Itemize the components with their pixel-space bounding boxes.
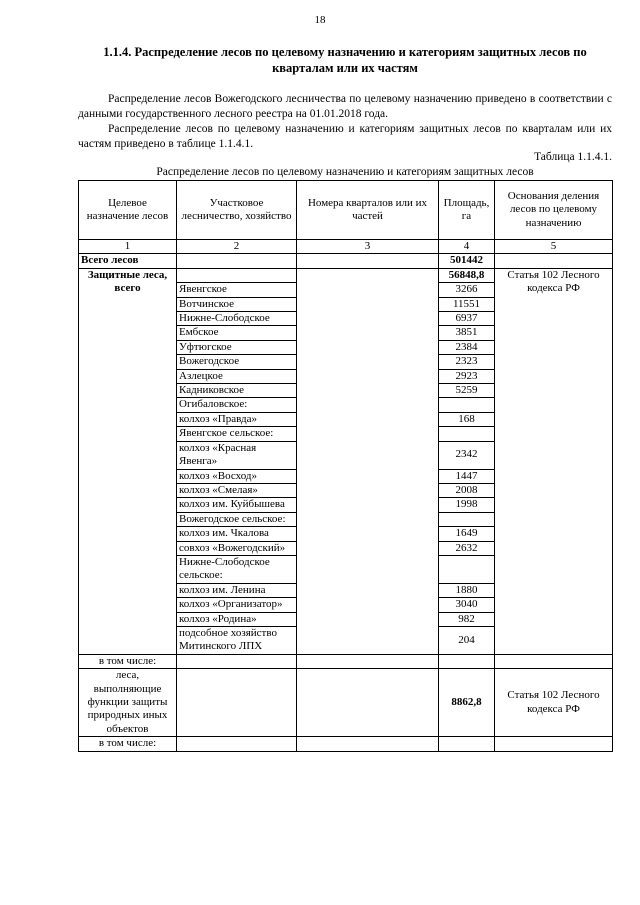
unit-name: колхоз «Правда» xyxy=(177,412,297,426)
unit-area: 3040 xyxy=(439,598,495,612)
unit-area: 5259 xyxy=(439,384,495,398)
unit-area: 2923 xyxy=(439,369,495,383)
unit-area: 1998 xyxy=(439,498,495,512)
unit-name: Кадниковское xyxy=(177,384,297,398)
header-area: Площадь, га xyxy=(439,181,495,240)
unit-name: Огибаловское: xyxy=(177,398,297,412)
unit-name: колхоз «Организатор» xyxy=(177,598,297,612)
page-number: 18 xyxy=(314,14,326,26)
column-number: 2 xyxy=(177,240,297,254)
unit-area xyxy=(439,427,495,441)
total-label: Всего лесов xyxy=(79,254,177,268)
column-number: 4 xyxy=(439,240,495,254)
unit-name: совхоз «Вожегодский» xyxy=(177,541,297,555)
unit-name: колхоз им. Чкалова xyxy=(177,527,297,541)
unit-name: Вотчинское xyxy=(177,297,297,311)
header-forestry-unit: Участковое лесничество, хозяйство xyxy=(177,181,297,240)
including-row xyxy=(79,737,613,751)
paragraph-2: Распределение лесов по целевому назначению и категориям защитных лесов по кварталам или их частям приведено в таблице 1.1.4.1. xyxy=(78,123,612,150)
total-area: 501442 xyxy=(439,254,495,268)
unit-name: Вожегодское xyxy=(177,355,297,369)
total-row xyxy=(79,254,613,268)
unit-area: 2008 xyxy=(439,483,495,497)
unit-name: Явенгское сельское: xyxy=(177,427,297,441)
unit-area xyxy=(439,398,495,412)
including-label: в том числе: xyxy=(79,737,177,751)
unit-name: Нижне-Слободское xyxy=(177,312,297,326)
unit-name: колхоз «Восход» xyxy=(177,469,297,483)
column-number: 5 xyxy=(495,240,613,254)
unit-area: 168 xyxy=(439,412,495,426)
unit-name: колхоз «Красная Явенга» xyxy=(177,441,297,469)
paragraph-1: Распределение лесов Вожегодского лесничества по целевому назначению приведено в соответствии с данными государственного лесного реестра на 01.01.2018 года. xyxy=(78,93,612,120)
unit-area: 3266 xyxy=(439,283,495,297)
protective-row xyxy=(79,268,613,282)
unit-area: 6937 xyxy=(439,312,495,326)
table-caption: Распределение лесов по целевому назначению и категориям защитных лесов xyxy=(156,166,534,178)
unit-area: 204 xyxy=(439,626,495,654)
unit-area: 982 xyxy=(439,612,495,626)
column-number: 3 xyxy=(297,240,439,254)
unit-area: 1649 xyxy=(439,527,495,541)
column-number-row xyxy=(79,240,613,254)
unit-name: колхоз им. Куйбышева xyxy=(177,498,297,512)
table-number: Таблица 1.1.4.1. xyxy=(534,151,612,163)
including-row xyxy=(79,654,613,668)
protective-basis: Статья 102 Лесного кодекса РФ xyxy=(495,268,613,654)
unit-name: колхоз им. Ленина xyxy=(177,583,297,597)
protective-area: 56848,8 xyxy=(439,268,495,282)
nature-protection-basis: Статья 102 Лесного кодекса РФ xyxy=(495,669,613,737)
including-label: в том числе: xyxy=(79,654,177,668)
forest-distribution-table xyxy=(78,180,613,752)
unit-name: Ембское xyxy=(177,326,297,340)
unit-area: 11551 xyxy=(439,297,495,311)
unit-area: 2632 xyxy=(439,541,495,555)
column-number: 1 xyxy=(79,240,177,254)
nature-protection-area: 8862,8 xyxy=(439,669,495,737)
nature-protection-row xyxy=(79,669,613,737)
unit-name: Нижне-Слободское сельское: xyxy=(177,555,297,583)
unit-name: Уфтюгское xyxy=(177,340,297,354)
header-purpose: Целевое назначение лесов xyxy=(79,181,177,240)
unit-area xyxy=(439,555,495,583)
unit-area: 2323 xyxy=(439,355,495,369)
unit-name: подсобное хозяйство Митинского ЛПХ xyxy=(177,626,297,654)
unit-area: 2384 xyxy=(439,340,495,354)
unit-name: колхоз «Смелая» xyxy=(177,483,297,497)
unit-area: 3851 xyxy=(439,326,495,340)
unit-name: Азлецкое xyxy=(177,369,297,383)
unit-name: Вожегодское сельское: xyxy=(177,512,297,526)
header-basis: Основания деления лесов по целевому назначению xyxy=(495,181,613,240)
unit-area xyxy=(439,512,495,526)
section-title: 1.1.4. Распределение лесов по целевому назначению и категориям защитных лесов по кварталам или их частям xyxy=(103,45,587,75)
protective-label: Защитные леса, всего xyxy=(79,268,177,654)
nature-protection-label: леса, выполняющие функции защиты природных иных объектов xyxy=(79,669,177,737)
unit-area: 2342 xyxy=(439,441,495,469)
unit-name: колхоз «Родина» xyxy=(177,612,297,626)
header-quarters: Номера кварталов или их частей xyxy=(297,181,439,240)
unit-name: Явенгское xyxy=(177,283,297,297)
table-header-row xyxy=(79,181,613,240)
unit-area: 1447 xyxy=(439,469,495,483)
unit-area: 1880 xyxy=(439,583,495,597)
